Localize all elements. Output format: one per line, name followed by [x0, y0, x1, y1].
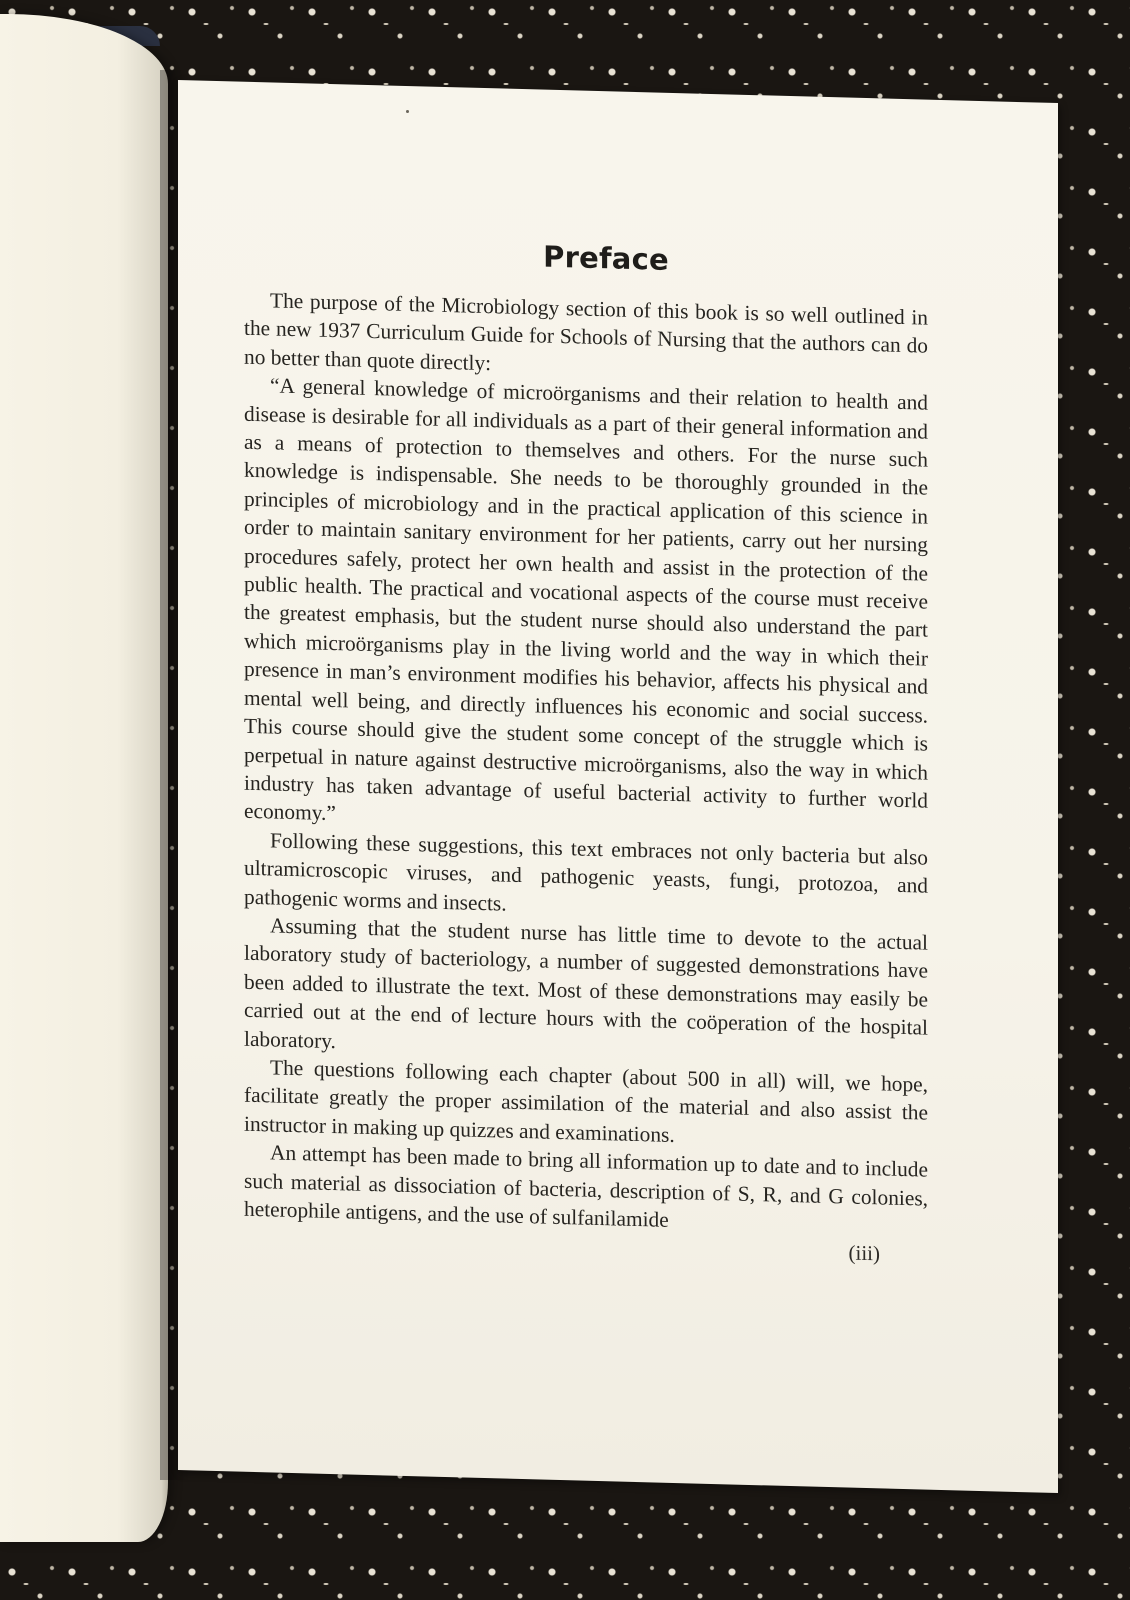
paragraph-1: The purpose of the Microbiology section of this book is so well outlined in the new 1937 Curriculum Guide for Schools of Nursing that the authors can do no better than quote directly: — [244, 288, 928, 376]
paragraph-4: Assuming that the student nurse has little time to devote to the actual laboratory study of bacteriology, a number of suggested demonstrations have been added to illustrate the text. Most of these demonstrations may easily be carried out at the end of lecture hours with the coöperation of the hospital laboratory. — [244, 913, 928, 1053]
page-number: (iii) — [848, 1240, 880, 1266]
page-text-block — [244, 232, 928, 1268]
paragraph-2-quote: “A general knowledge of microörganisms and their relation to health and disease is desirable for all individuals as a part of their general information and as a means of protection to themselves and others. For the nurse such knowledge is indispensable. She needs to be thoroughly grounded in the principles of microbiology and in the practical application of this science in order to maintain sanitary environment for her patients, carry out her nursing procedures safely, protect her own health and assist in the protection of the public health. The practical and vocational aspects of the course must receive the greatest emphasis, but the student nurse should also understand the part which microörganisms play in the living world and the way in which their presence in man’s environment modifies his behavior, affects his physical and mental well being, and directly influences his economic and social success. This course should give the student some concept of the struggle which is perpetual in nature against destructive microörganisms, also the way in which industry has taken advantage of useful bacterial activity to further world economy.” — [244, 373, 928, 826]
page-title: Preface — [543, 239, 669, 277]
paragraph-5: The questions following each chapter (about 500 in all) will, we hope, facilitate greatly the proper assimilation of the material and also assist the instructor in making up quizzes and examinations. — [244, 1055, 928, 1147]
preface-page — [178, 80, 1058, 1493]
paragraph-6: An attempt has been made to bring all information up to date and to include such material as dissociation of bacteria, description of S, R, and G colonies, heterophile antigens, and the use of sulfanilamide — [244, 1140, 928, 1232]
paragraph-3: Following these suggestions, this text embraces not only bacteria but also ultramicroscopic viruses, and pathogenic yeasts, fungi, protozoa, and pathogenic worms and insects. — [244, 828, 928, 916]
page-speck — [406, 110, 409, 113]
left-facing-page — [0, 14, 168, 1542]
